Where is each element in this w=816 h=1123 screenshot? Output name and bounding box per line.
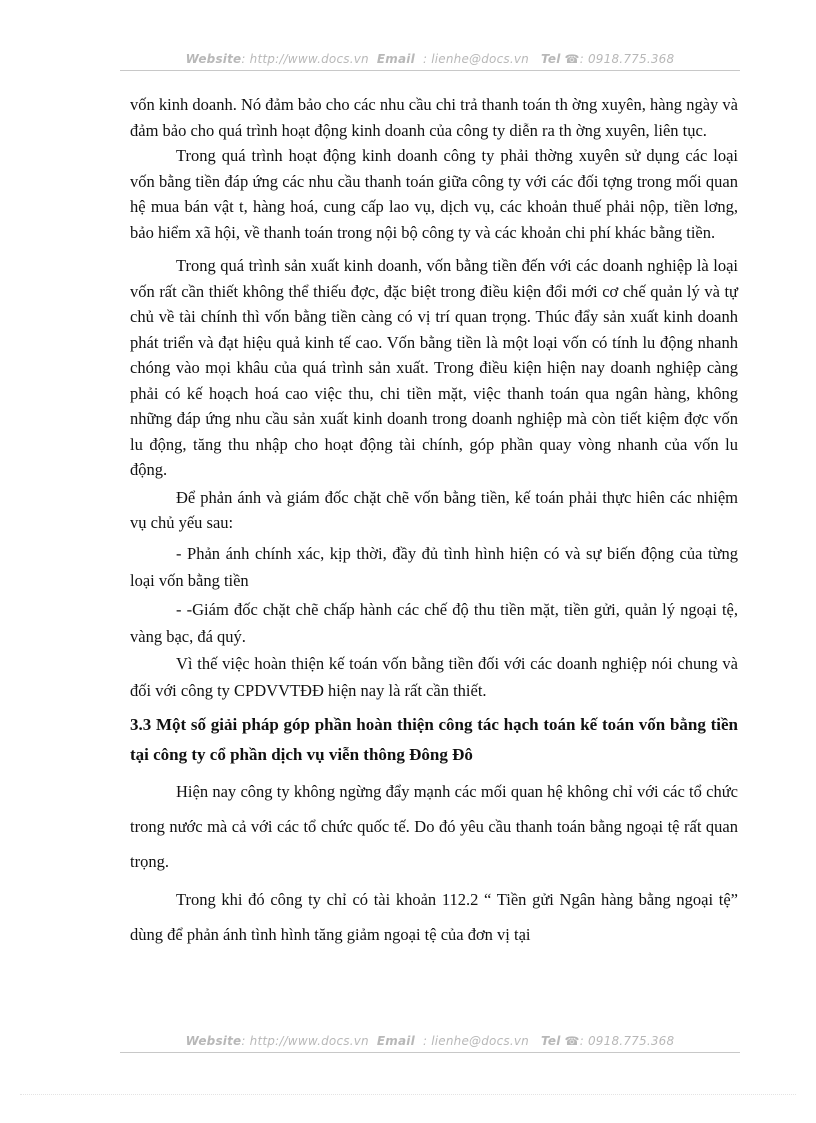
footer-email-value[interactable]: : lienhe@docs.vn: [422, 1034, 529, 1048]
header-email-value[interactable]: : lienhe@docs.vn: [422, 52, 529, 66]
footer-website-url[interactable]: : http://www.docs.vn: [241, 1034, 369, 1048]
page-bottom-border: [20, 1094, 796, 1095]
paragraph-8: Hiện nay công ty không ngừng đẩy mạnh các mối quan hệ không chỉ với các tổ chức trong nước mà cả với các tổ chức quốc tế. Do đó yêu cầu thanh toán bằng ngoại tệ rất quan trọng.: [130, 781, 738, 871]
paragraph-5: - Phản ánh chính xác, kịp thời, đầy đủ tình hình hiện có và sự biến động của từng loại vốn bằng tiền: [130, 543, 738, 590]
document-body: [130, 92, 738, 952]
phone-icon: ☎: [564, 52, 580, 66]
paragraph-4: Để phản ánh và giám đốc chặt chẽ vốn bằng tiền, kế toán phải thực hiên các nhiệm vụ chủ yếu sau:: [130, 487, 738, 532]
paragraph-6: - -Giám đốc chặt chẽ chấp hành các chế độ thu tiền mặt, tiền gửi, quản lý ngoại tệ, vàng bạc, đá quý.: [130, 599, 738, 646]
paragraph-2: Trong quá trình hoạt động kinh doanh công ty phải thờng xuyên sử dụng các loại vốn bằng tiền đáp ứng các nhu cầu thanh toán giữa công ty với các đối tợng trong mối quan hệ mua bán vật t, hàng hoá, cung cấp lao vụ, dịch vụ, các khoản thuế phải nộp, tiền lơng, bảo hiểm xã hội, về thanh toán trong nội bộ công ty và các khoản chi phí khác bằng tiền.: [130, 146, 738, 242]
header-email-label: Email: [376, 52, 415, 66]
footer-divider: [120, 1052, 740, 1053]
footer-tel-value: : 0918.775.368: [579, 1034, 675, 1048]
header-website-url[interactable]: : http://www.docs.vn: [241, 52, 369, 66]
footer-tel-label: Tel: [541, 1034, 561, 1048]
paragraph-9: Trong khi đó công ty chỉ có tài khoản 112.2 “ Tiền gửi Ngân hàng bằng ngoại tệ” dùng để phản ánh tình hình tăng giảm ngoại tệ của đơn vị tại: [130, 889, 738, 944]
header-divider: [120, 70, 740, 71]
paragraph-7: Vì thế việc hoàn thiện kế toán vốn bằng tiền đối với các doanh nghiệp nói chung và đối với công ty CPDVVTĐĐ hiện nay là rất cần thiết.: [130, 653, 738, 700]
page-footer: [120, 1034, 740, 1048]
paragraph-1: vốn kinh doanh. Nó đảm bảo cho các nhu cầu chi trả thanh toán th ờng xuyên, hàng ngày và đảm bảo cho quá trình hoạt động kinh doanh của công ty diễn ra th ờng xuyên, liên tục.: [130, 95, 738, 140]
page-header: [120, 52, 740, 66]
header-tel-label: Tel: [541, 52, 561, 66]
paragraph-3: Trong quá trình sản xuất kinh doanh, vốn bằng tiền đến với các doanh nghiệp là loại vốn rất cần thiết không thể thiếu đợc, đặc biệt trong điều kiện đổi mới cơ chế quản lý và tự chủ về tài chính thì vốn bằng tiền càng có vị trí quan trọng. Thúc đẩy sản xuất kinh doanh phát triển và đạt hiệu quả kinh tế cao. Vốn bằng tiền là một loại vốn có tính lu động nhanh chóng vào mọi khâu của quá trình sản xuất. Trong điều kiện hiện nay doanh nghiệp càng phải có kế hoạch hoá cao việc thu, chi tiền mặt, việc thanh toán qua ngân hàng, không những đáp ứng nhu cầu sản xuất kinh doanh trong doanh nghiệp mà còn tiết kiệm đợc vốn lu động, tăng thu nhập cho hoạt động tài chính, góp phần quay vòng nhanh của vốn lu động.: [130, 256, 738, 479]
header-website-label: Website: [185, 52, 242, 66]
footer-email-label: Email: [376, 1034, 415, 1048]
header-tel-value: : 0918.775.368: [579, 52, 675, 66]
phone-icon: ☎: [564, 1034, 580, 1048]
footer-website-label: Website: [185, 1034, 242, 1048]
section-heading: 3.3 Một số giải pháp góp phần hoàn thiện công tác hạch toán kế toán vốn bằng tiền tại công ty cổ phần dịch vụ viễn thông Đông Đô: [130, 714, 738, 764]
